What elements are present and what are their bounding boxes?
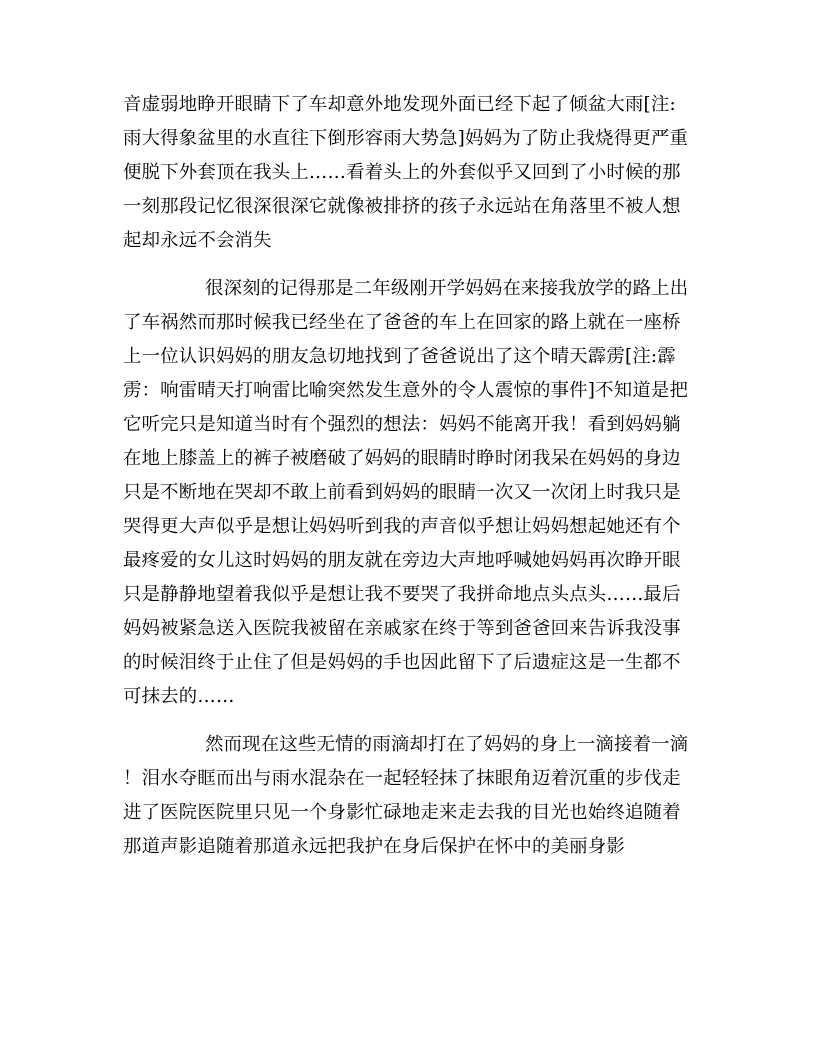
text-line: 起却永远不会消失 bbox=[123, 230, 272, 251]
text-line: 最疼爱的女儿这时妈妈的朋友就在旁边大声地呼喊她妈妈再次睁开眼 bbox=[123, 550, 681, 571]
text-line: 上一位认识妈妈的朋友急切地找到了爸爸说出了这个晴天霹雳[注:霹 bbox=[123, 346, 676, 367]
text-line: 雳：响雷晴天打响雷比喻突然发生意外的令人震惊的事件]不知道是把 bbox=[123, 380, 689, 401]
text-line: ！泪水夺眶而出与雨水混杂在一起轻轻抹了抹眼角迈着沉重的步伐走 bbox=[123, 768, 681, 789]
paragraph-first-line: 很深刻的记得那是二年级刚开学妈妈在来接我放学的路上出 bbox=[205, 278, 689, 299]
text-line: 音虚弱地睁开眼睛下了车却意外地发现外面已经下起了倾盆大雨[注: bbox=[123, 94, 676, 115]
text-line: 只是静静地望着我似乎是想让我不要哭了我拼命地点头点头……最后 bbox=[123, 584, 681, 605]
text-line: 了车祸然而那时候我已经坐在了爸爸的车上在回家的路上就在一座桥 bbox=[123, 312, 681, 333]
text-line: 便脱下外套顶在我头上……看着头上的外套似乎又回到了小时候的那 bbox=[123, 162, 681, 183]
text-line: 妈妈被紧急送入医院我被留在亲戚家在终于等到爸爸回来告诉我没事 bbox=[123, 618, 681, 639]
text-line: 在地上膝盖上的裤子被磨破了妈妈的眼睛时睁时闭我呆在妈妈的身边 bbox=[123, 448, 681, 469]
text-line: 那道声影追随着那道永远把我护在身后保护在怀中的美丽身影 bbox=[123, 836, 625, 857]
text-line: 哭得更大声似乎是想让妈妈听到我的声音似乎想让妈妈想起她还有个 bbox=[123, 516, 681, 537]
text-line: 只是不断地在哭却不敢上前看到妈妈的眼睛一次又一次闭上时我只是 bbox=[123, 482, 681, 503]
text-line: 可抹去的…… bbox=[123, 686, 235, 707]
text-line: 的时候泪终于止住了但是妈妈的手也因此留下了后遗症这是一生都不 bbox=[123, 652, 681, 673]
text-line: 雨大得象盆里的水直往下倒形容雨大势急]妈妈为了防止我烧得更严重 bbox=[123, 128, 689, 149]
text-line: 它听完只是知道当时有个强烈的想法：妈妈不能离开我！看到妈妈躺 bbox=[123, 414, 681, 435]
text-line: 一刻那段记忆很深很深它就像被排挤的孩子永远站在角落里不被人想 bbox=[123, 196, 681, 217]
text-line: 进了医院医院里只见一个身影忙碌地走来走去我的目光也始终追随着 bbox=[123, 802, 681, 823]
paragraph-first-line: 然而现在这些无情的雨滴却打在了妈妈的身上一滴接着一滴 bbox=[205, 734, 689, 755]
